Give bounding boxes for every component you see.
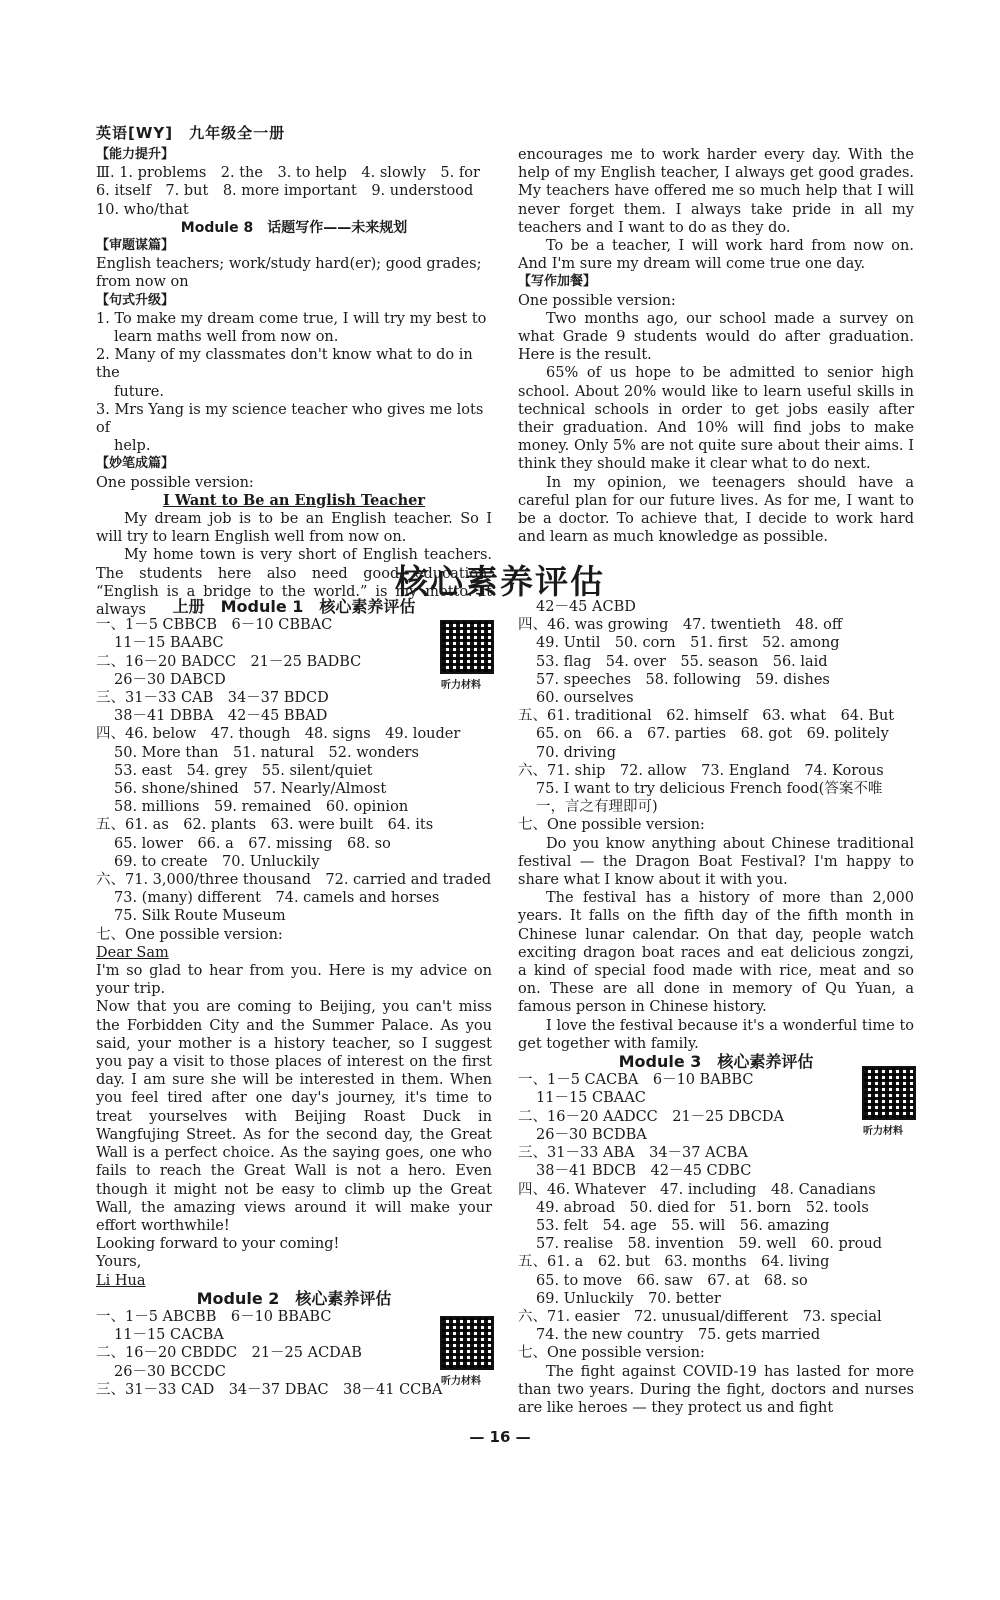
answer-line: 三、31－33 CAB 34－37 BDCD [96, 690, 329, 707]
essay-body [518, 310, 914, 547]
answer-line: 75. Silk Route Museum [114, 908, 286, 925]
answer-line: 65. on 66. a 67. parties 68. got 69. politely [536, 726, 889, 743]
answer-line: 38－41 DBBA 42－45 BBAD [114, 708, 328, 725]
answer-line: 11－15 CACBA [114, 1327, 224, 1344]
answer-line: 三、31－33 CAD 34－37 DBAC 38－41 CCBA [96, 1381, 443, 1398]
answer-line: 57. speeches 58. following 59. dishes [536, 671, 830, 688]
qr-label: 听力材料 [863, 1126, 903, 1137]
letter-signature: Li Hua [96, 1272, 146, 1289]
answer-line: 53. east 54. grey 55. silent/quiet [114, 762, 373, 779]
answer-line: 七、One possible version: [518, 817, 705, 834]
module8-title: Module 8 话题写作——未来规划 [180, 219, 408, 236]
top-left-column [96, 146, 492, 619]
essay-paragraph: To be a teacher, I will work hard from now on. And I'm sure my dream will come true one day. [518, 238, 914, 273]
essay-paragraph: Two months ago, our school made a survey on what Grade 9 students would do after graduation. Here is the result. [518, 310, 914, 364]
essay-paragraph: My home town is very short of English teachers. The students here also need good education. “English is a bridge to the world.” is my motto. It always [96, 547, 492, 619]
answer-line: 65. lower 66. a 67. missing 68. so [114, 835, 391, 852]
answer-line: 一，言之有理即可) [536, 799, 658, 816]
essay-paragraph: encourages me to work harder every day. With the help of my English teacher, I always get good grades. My teachers have offered me so much help that I will never forget them. I always take pride in all my teachers and I want to do as they do. [518, 147, 914, 236]
answer-line: 38－41 BDCB 42－45 CDBC [536, 1163, 752, 1180]
answer-line: 四、46. below 47. though 48. signs 49. louder [96, 726, 461, 743]
version-label: One possible version: [518, 292, 676, 309]
answer-lines [518, 598, 914, 835]
answer-line: Ⅲ. 1. problems 2. the 3. to help 4. slowly 5. for [96, 165, 480, 182]
page-header: 英语[WY] 九年级全一册 [96, 124, 286, 142]
answer-lines [518, 1071, 914, 1362]
answer-line: 26－30 BCDBA [536, 1126, 647, 1143]
section-tag: 【句式升级】 [96, 292, 175, 308]
module1-title: 上册 Module 1 核心素养评估 [172, 597, 416, 616]
qr-label: 听力材料 [441, 1376, 481, 1387]
answer-line: 65. to move 66. saw 67. at 68. so [536, 1272, 808, 1289]
answer-line: 74. the new country 75. gets married [536, 1327, 821, 1344]
section-tag: 【妙笔成篇】 [96, 456, 175, 472]
answer-line: 75. I want to try delicious French food(答案不唯 [536, 781, 883, 798]
answer-lines [96, 616, 492, 944]
bottom-right-column [518, 598, 914, 1417]
answer-line: 49. Until 50. corn 51. first 52. among [536, 635, 840, 652]
page-number: — 16 — [469, 1428, 531, 1446]
answer-line: 七、One possible version: [518, 1345, 705, 1362]
answer-line: from now on [96, 274, 189, 291]
answer-line: 二、16－20 BADCC 21－25 BADBC [96, 653, 362, 670]
answer-line: 五、61. a 62. but 63. months 64. living [518, 1254, 830, 1271]
qr-code-icon[interactable] [440, 1316, 494, 1370]
answer-line: 49. abroad 50. died for 51. born 52. tools [536, 1199, 869, 1216]
version-label: One possible version: [96, 474, 254, 491]
answer-line: 二、16－20 CBDDC 21－25 ACDAB [96, 1345, 362, 1362]
answer-line: 2. Many of my classmates don't know what to do in the [96, 347, 473, 382]
answer-line: 五、61. traditional 62. himself 63. what 64. But [518, 708, 895, 725]
module3-title: Module 3 核心素养评估 [618, 1052, 814, 1072]
letter-paragraph: I'm so glad to hear from you. Here is my advice on your trip. [96, 963, 492, 998]
answer-line: 57. realise 58. invention 59. well 60. proud [536, 1236, 883, 1253]
answer-line: 11－15 BAABC [114, 635, 224, 652]
answer-line: 一、1－5 CBBCB 6－10 CBBAC [96, 617, 333, 634]
answer-line: 一、1－5 ABCBB 6－10 BBABC [96, 1308, 332, 1325]
essay-paragraph: 65% of us hope to be admitted to senior high school. About 20% would like to learn useful skills in technical schools in order to get jobs easily after their graduation. And 10% will find jobs to make money. Only 5% are not quite sure about their aims. I think they should make it clear what to do next. [518, 365, 914, 473]
essay-paragraph: My dream job is to be an English teacher. So I will try to learn English well from now on. [96, 511, 492, 546]
answer-lines [96, 310, 492, 456]
answer-line: 58. millions 59. remained 60. opinion [114, 799, 409, 816]
bottom-left-column [96, 598, 492, 1399]
answer-line: English teachers; work/study hard(er); good grades; [96, 256, 482, 273]
answer-line: 3. Mrs Yang is my science teacher who gives me lots of [96, 401, 484, 437]
answer-line: 73. (many) different 74. camels and horses [114, 890, 440, 907]
answer-line: 三、31－33 ABA 34－37 ACBA [518, 1145, 748, 1162]
answer-line: 六、71. 3,000/three thousand 72. carried and traded [96, 872, 492, 889]
answer-line: 69. to create 70. Unluckily [114, 853, 320, 870]
letter-paragraph: Now that you are coming to Beijing, you can't miss the Forbidden City and the Summer Palace. As you said, your mother is a history teacher, so I suggest you pay a visit to those places of interest on the first day. I am sure she will be interested in them. When you feel tired after one day's journey, it's time to treat yourselves with Beijing Roast Duck in Wangfujing Street. As for the second day, the Great Wall is a perfect choice. As the saying goes, one who fails to reach the Great Wall is not a hero. Even though it might not be easy to climb up the Great Wall, the amazing views around it will make your effort worthwhile! [96, 999, 492, 1234]
answer-line: 11－15 CBAAC [536, 1090, 646, 1107]
answer-line: 七、One possible version: [96, 926, 283, 943]
answer-line: 四、46. Whatever 47. including 48. Canadians [518, 1181, 876, 1198]
section-tag: 【审题谋篇】 [96, 238, 175, 254]
letter-body [96, 962, 492, 1253]
qr-label: 听力材料 [441, 680, 481, 691]
section-tag: 【能力提升】 [96, 147, 175, 162]
answer-line: 10. who/that [96, 201, 189, 218]
answer-line: 53. flag 54. over 55. season 56. laid [536, 653, 828, 670]
answer-lines [96, 1308, 492, 1399]
qr-code-icon[interactable] [440, 620, 494, 674]
answer-line: 1. To make my dream come true, I will try my best to [96, 310, 487, 327]
answer-line: 60. ourselves [536, 690, 634, 707]
essay-paragraph: I love the festival because it's a wonderful time to get together with family. [518, 1017, 914, 1052]
qr-code-icon[interactable] [862, 1066, 916, 1120]
essay-paragraph: The festival has a history of more than 2,000 years. It falls on the fifth day of the fifth month in Chinese lunar calendar. On that day, people watch exciting dragon boat races and eat delicious zongzi, a kind of special food made with rice, meat and so on. These are all done in memory of Qu Yuan, a famous person in Chinese history. [518, 890, 914, 1016]
essay-paragraph: In my opinion, we teenagers should have a careful plan for our future lives. As for me, I want to be a doctor. To achieve that, I decide to work hard and learn as much knowledge as possible. [518, 474, 914, 546]
essay-paragraph: Do you know anything about Chinese traditional festival — the Dragon Boat Festival? I'm happy to share what I know about it with you. [518, 835, 914, 889]
answer-line: future. [114, 383, 164, 400]
module2-title: Module 2 核心素养评估 [196, 1288, 392, 1308]
answer-line: 53. felt 54. age 55. will 56. amazing [536, 1217, 830, 1234]
answer-line: learn maths well from now on. [114, 329, 339, 346]
letter-closing: Yours, [96, 1254, 142, 1271]
top-right-column [518, 146, 914, 546]
answer-line: 6. itself 7. but 8. more important 9. understood [96, 183, 474, 200]
answer-line: 42－45 ACBD [536, 599, 636, 615]
answer-line: 六、71. ship 72. allow 73. England 74. Korous [518, 762, 884, 779]
essay-body [518, 835, 914, 1053]
section-tag: 【写作加餐】 [518, 274, 597, 290]
answer-line: 四、46. was growing 47. twentieth 48. off [518, 617, 843, 634]
answer-lines [96, 164, 492, 219]
answer-line: 56. shone/shined 57. Nearly/Almost [114, 781, 387, 798]
essay-body [518, 146, 914, 273]
answer-line: 六、71. easier 72. unusual/different 73. special [518, 1308, 882, 1325]
answer-line: 五、61. as 62. plants 63. were built 64. its [96, 817, 434, 834]
answer-line: 一、1－5 CACBA 6－10 BABBC [518, 1072, 754, 1089]
section-title: 核心素养评估 [395, 562, 605, 601]
letter-paragraph: Looking forward to your coming! [96, 1236, 340, 1253]
answer-line: help. [114, 438, 151, 455]
answer-line: 26－30 DABCD [114, 671, 226, 688]
letter-greeting: Dear Sam [96, 944, 169, 961]
answer-line: 69. Unluckily 70. better [536, 1290, 721, 1307]
answer-line: 二、16－20 AADCC 21－25 DBCDA [518, 1108, 785, 1125]
answer-line: 26－30 BCCDC [114, 1363, 226, 1380]
answer-line: 70. driving [536, 744, 616, 761]
essay-paragraph: The fight against COVID-19 has lasted for more than two years. During the fight, doctors and nurses are like heroes — they protect us and fight [518, 1363, 914, 1416]
answer-lines [96, 255, 492, 291]
answer-line: 50. More than 51. natural 52. wonders [114, 744, 419, 761]
essay-title: I Want to Be an English Teacher [163, 491, 425, 509]
